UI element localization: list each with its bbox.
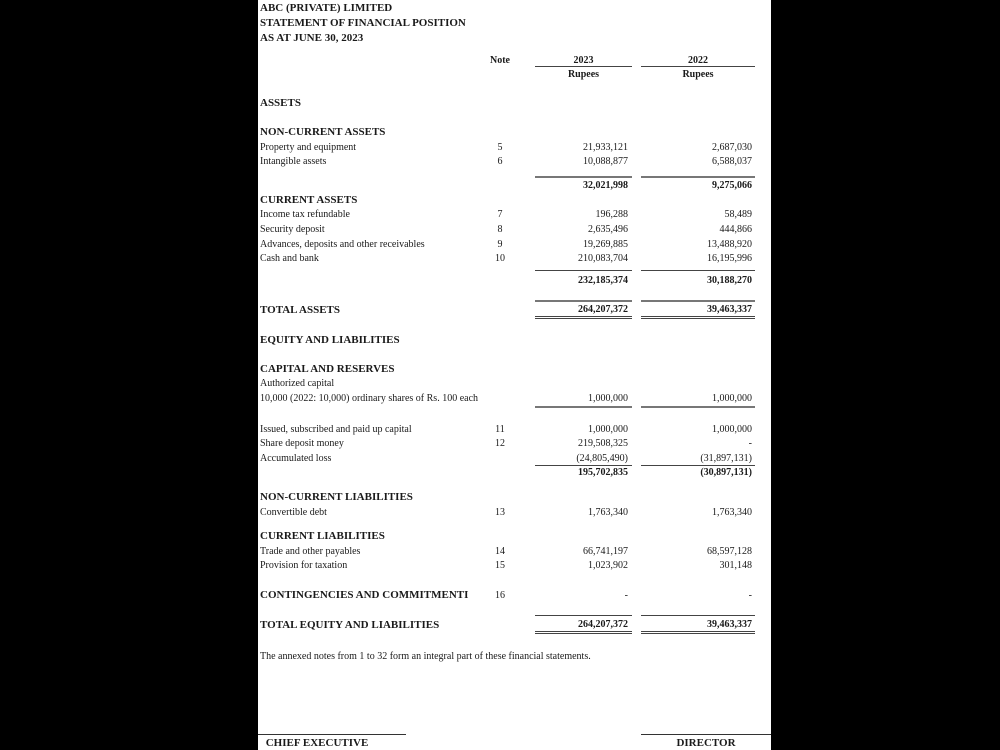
total-equity-liabilities-2022: 39,463,337 (707, 619, 752, 630)
total-rule-bottom (641, 631, 755, 634)
equity-liabilities-heading: EQUITY AND LIABILITIES (260, 334, 400, 346)
total-rule-bottom (535, 316, 632, 319)
total-assets-label: TOTAL ASSETS (260, 304, 341, 316)
total-rule-top (641, 615, 755, 616)
total-equity-liabilities-2023: 264,207,372 (578, 619, 628, 630)
total-assets-2022: 39,463,337 (707, 304, 752, 315)
total-rule-top (641, 300, 755, 302)
total-equity-liabilities-label: TOTAL EQUITY AND LIABILITIES (260, 619, 440, 631)
current-liabilities-heading: CURRENT LIABILITIES (260, 530, 385, 542)
annexed-notes-text: The annexed notes from 1 to 32 form an integral part of these financial statements. (260, 651, 591, 662)
director-label: DIRECTOR (676, 737, 736, 749)
authorized-rule (535, 406, 632, 408)
unit-2022-header: Rupees (682, 69, 714, 80)
statement-date: AS AT JUNE 30, 2023 (260, 32, 364, 44)
header-rule-2022 (641, 66, 755, 67)
capital-reserves-heading: CAPITAL AND RESERVES (260, 363, 395, 375)
non-current-assets-total-2022: 9,275,066 (712, 180, 752, 191)
header-rule-2023 (535, 66, 632, 67)
total-rule-top (535, 300, 632, 302)
non-current-assets-total-2023: 32,021,998 (583, 180, 628, 191)
non-current-liabilities-heading: NON-CURRENT LIABILITIES (260, 491, 413, 503)
statement-title: STATEMENT OF FINANCIAL POSITION (260, 17, 466, 29)
capital-total-2022: (30,897,131) (700, 467, 752, 478)
subtotal-rule (641, 270, 755, 271)
subtotal-rule (535, 465, 632, 466)
current-assets-total-2023: 232,185,374 (578, 275, 628, 286)
year-2022-header: 2022 (688, 55, 708, 66)
total-rule-bottom (535, 631, 632, 634)
subtotal-rule (641, 465, 755, 466)
current-assets-total-2022: 30,188,270 (707, 275, 752, 286)
total-rule-bottom (641, 316, 755, 319)
subtotal-rule (535, 176, 632, 178)
subtotal-rule (535, 270, 632, 271)
current-assets-heading: CURRENT ASSETS (260, 194, 358, 206)
contingencies-label: CONTINGENCIES AND COMMITMENTI (260, 589, 469, 601)
capital-total-2023: 195,702,835 (578, 467, 628, 478)
authorized-rule (641, 406, 755, 408)
total-assets-2023: 264,207,372 (578, 304, 628, 315)
non-current-assets-heading: NON-CURRENT ASSETS (260, 126, 386, 138)
signature-line-right (641, 734, 771, 735)
subtotal-rule (641, 176, 755, 178)
statement-page: ABC (PRIVATE) LIMITED STATEMENT OF FINANCIAL POSITION AS AT JUNE 30, 2023 Note 2023 Rupees 2022 Rupees ASSETS NON-CURRENT ASSETS Property and equipment 5 21,933,121 2,687,030 Intangible assets 6 10,088,877 6,588,037 32,021,998 9,275,066 CURRENT ASSETS Income tax refundable 7 196,288 58,489 Security deposit 8 2,635,496 444,866 Advances, deposits and other receivables 9 19,269,885 13,488,920 Cash and bank 10 210,083,704 16,195,996 232,185,374 30,188,270 TOTAL ASSETS 264,207,372 39,463,337 EQUITY AND LIABILITIES CAPITAL AND RESERVES Authorized capital 10,000 (2022: 10,000) ordinary shares of Rs. 100 each 1,000,000 1,000,000 Issued, subscribed and paid up capital 11 1,000,000 1,000,000 Share deposit money 12 219,508,325 - Accumulated loss (24,805,490) (31,897,131) 195,702,835 (30,897,131) NON-CURRENT LIABILITIES Convertible debt 13 1,763,340 1,763,340 CURRENT LIABILITIES Trade and other payables 14 66,741,197 68,597,128 Provision for taxation 15 1,023,902 301,148 CONTINGENCIES AND COMMITMENTI 16 - - TOTAL EQUITY AND LIABILITIES 264,207,372 39,463,337 The annexed notes from 1 to 32 form an integral part of these financial statements. CHIEF EXECUTIVE DIRECTOR (258, 0, 771, 750)
company-name: ABC (PRIVATE) LIMITED (260, 2, 393, 14)
chief-executive-label: CHIEF EXECUTIVE (265, 737, 369, 749)
total-rule-top (535, 615, 632, 616)
unit-2023-header: Rupees (567, 69, 600, 80)
assets-heading: ASSETS (260, 97, 301, 109)
note-column-header: Note (490, 55, 510, 66)
signature-line-left (258, 734, 406, 735)
authorized-capital-label: Authorized capital (260, 378, 335, 389)
year-2023-header: 2023 (573, 55, 594, 66)
